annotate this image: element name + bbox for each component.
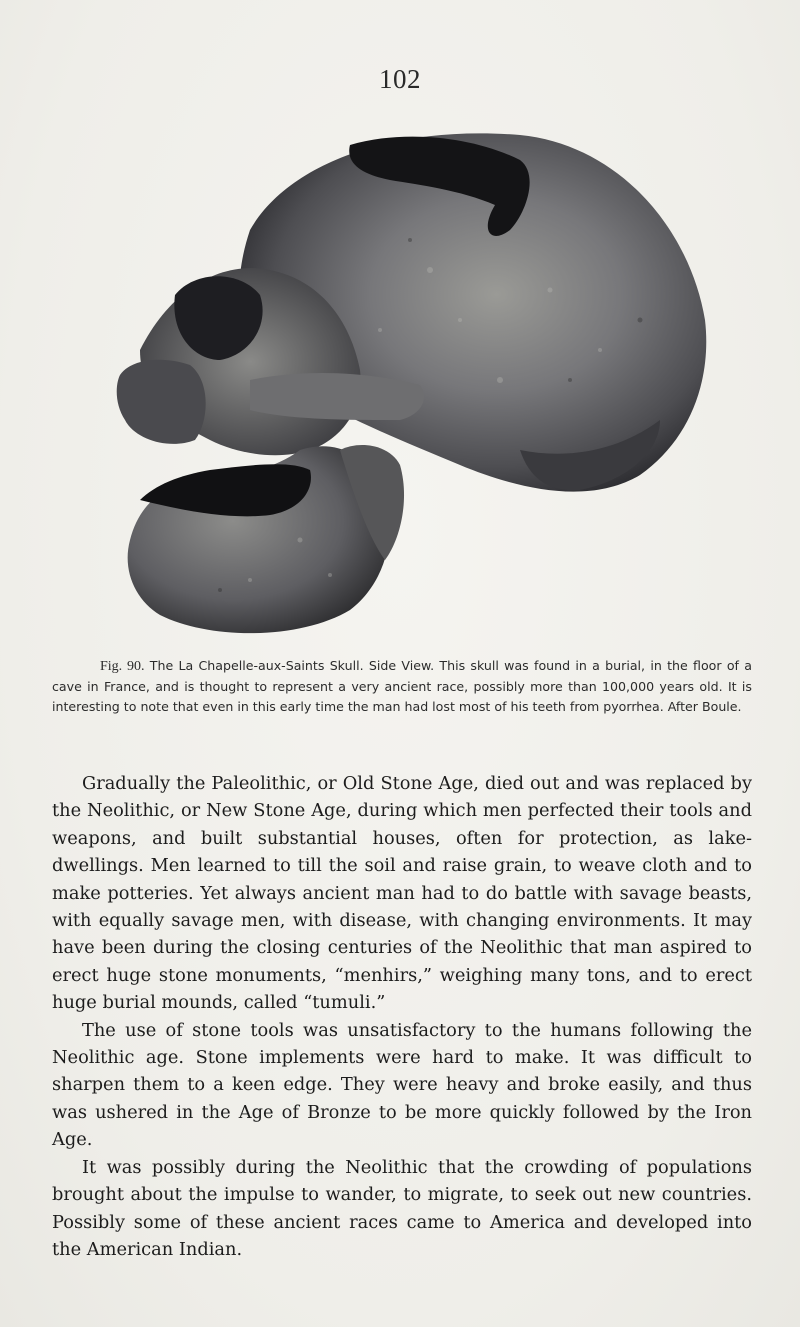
paragraph: The use of stone tools was unsatisfactory to the humans following the Neolithic age. Stone implements were hard to make. It was difficult to sharpen them to a keen edge. They were heavy and broke easily, and thus was ushered in the Age of Bronze to be more quickly followed by the Iron Age. [52,1019,752,1151]
figure-caption [52,656,752,717]
paragraph: Gradually the Paleolithic, or Old Stone Age, died out and was replaced by the Neolithic, or New Stone Age, during which men perfected their tools and weapons, and built substantial houses, often for protection, as lake-dwellings. Men learned to till the soil and raise grain, to weave cloth and to make potteries. Yet always ancient man had to do battle with savage beasts, with equally savage men, with disease, with changing environments. It may have been during the closing centuries of the Neolithic that man aspired to erect huge stone monuments, “menhirs,” weighing many tons, and to erect huge burial mounds, called “tumuli.” [52,773,752,1014]
page-number: 102 [379,64,421,94]
figure-label: Fig. 90. [100,659,145,674]
skull-photograph [100,120,710,652]
body-text [52,770,752,1263]
paragraph: It was possibly during the Neolithic that the crowding of populations brought about the impulse to wander, to migrate, to seek out new countries. Possibly some of these ancient races came to America and developed into the American Indian. [52,1156,752,1260]
caption-text: The La Chapelle-aux-Saints Skull. Side View. This skull was found in a burial, in the floor of a cave in France, and is thought to represent a very ancient race, possibly more than 100,000 years old. It is interesting to note that even in this early time the man had lost most of his teeth from pyorrhea. After Boule. [52,658,752,714]
